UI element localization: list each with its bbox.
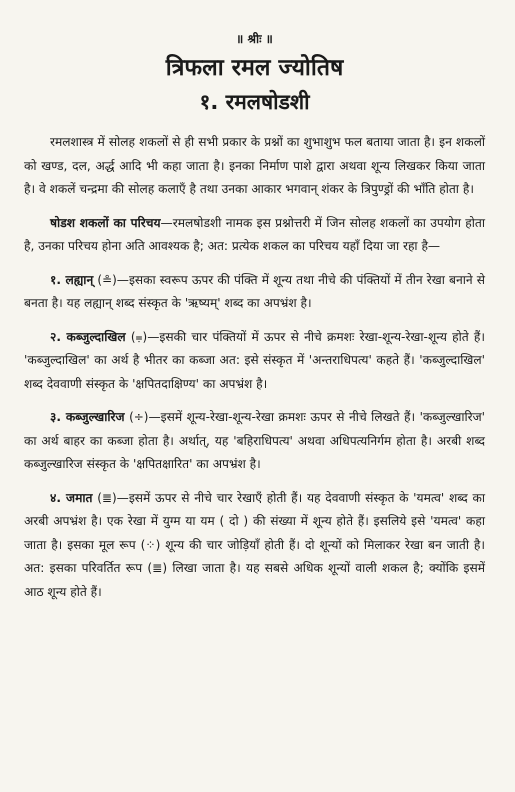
book-title: त्रिफला रमल ज्योतिष [165,55,344,81]
shakal-1-paragraph [24,269,485,316]
section-intro-text: —रमलषोडशी नामक इस प्रश्नोत्तरी में जिन सोलह शकलों का उपयोग होता है, उनका परिचय होना अति आवश्यक है; अत: प्रत्येक शकल का परिचय यहाँ दिया जा रहा है— [24,215,485,253]
intro-paragraph [24,131,485,202]
shakal-3-text: —इसमें शून्य-रेखा-शून्य-रेखा क्रमशः ऊपर से नीचे लिखते हैं। 'कब्जुल्खारिज' का अर्थ बाहर का कब्जा होता है। अर्थात्, यह 'बहिराधिपत्य' अथवा अधिपत्यनिर्गम होता है। अरबी शब्द कब्जुल्खारिज संस्कृत के 'क्षपितक्षारित' का अपभ्रंश है। [24,410,486,471]
shakal-1-text: —इसका स्वरूप ऊपर की पंक्ति में शून्य तथा नीचे की पंक्तियों में तीन रेखा बनाने से बनता है। यह लह्यान् शब्द संस्कृत के 'ऋष्यम्' शब्द का अपभ्रंश है। [24,272,486,310]
shakal-4-symbol: (≣) [97,490,117,505]
shakal-2-text: —इसकी चार पंक्तियों में ऊपर से नीचे क्रमशः रेखा-शून्य-रेखा-शून्य होते हैं। 'कब्जुल्दाखिल' का अर्थ है भीतर का कब्जा अत: इसे संस्कृत में 'अन्तराधिपत्य' कहते हैं। 'कब्जुल्दाखिल' शब्द देववाणी संस्कृत के 'क्षपितदाक्षिण्य' का अपभ्रंश है। [24,329,485,391]
shakal-4-paragraph [24,487,485,605]
shakal-4-heading: ४. जमात [50,490,93,505]
invocation: ॥ श्रीः ॥ [236,32,273,46]
section-heading: षोडश शकलों का परिचय [50,215,161,230]
shakal-3-paragraph [24,406,485,477]
shakal-4-text: —इसमें ऊपर से नीचे चार रेखाएँ होती हैं। यह देववाणी संस्कृत के 'यमत्व' शब्द का अरबी अपभ्रंश है। एक रेखा में युग्म या यम ( दो ) की संख्या में शून्य होते हैं। इसलिये इसे 'यमत्व' कहा जाता है। इसका मूल रूप (⁘) शून्य की चार जोड़ियाँ होती हैं। दो शून्यों को मिलाकर रेखा बन जाती है। अत: इसका परिवर्तित रूप (≣) लिखा जाता है। यह सबसे अधिक शून्यों वाली शकल है; क्योंकि इसमें आठ शून्य होते हैं। [24,490,486,599]
shakal-3-heading: ३. कब्जुल्खारिज [50,410,125,424]
intro-text: रमलशास्त्र में सोलह शकलों से ही सभी प्रकार के प्रश्नों का शुभाशुभ फल बताया जाता है। इन शकलों को खण्ड, दल, अर्द्ध आदि भी कहा जाता है। इनका निर्माण पाशे द्वारा अथवा शून्य लिखकर किया जाता है। वे शकलें चन्द्रमा की सोलह कलाएँ है तथा उनका आकार भगवान् शंकर के त्रिपुण्ड्रों की भाँति होता है। [24,135,485,196]
shakal-1-heading: १. लह्यान् [50,272,94,287]
section-intro-paragraph [24,212,485,259]
shakal-1-symbol: (≗) [97,272,117,287]
shakal-3-symbol: (÷) [129,410,149,424]
shakal-2-heading: २. कब्जुल्दाखिल [50,329,126,344]
chapter-title: १. रमलषोडशी [199,90,310,114]
shakal-2-symbol: (⩦) [130,329,148,344]
shakal-2-paragraph [24,326,485,397]
